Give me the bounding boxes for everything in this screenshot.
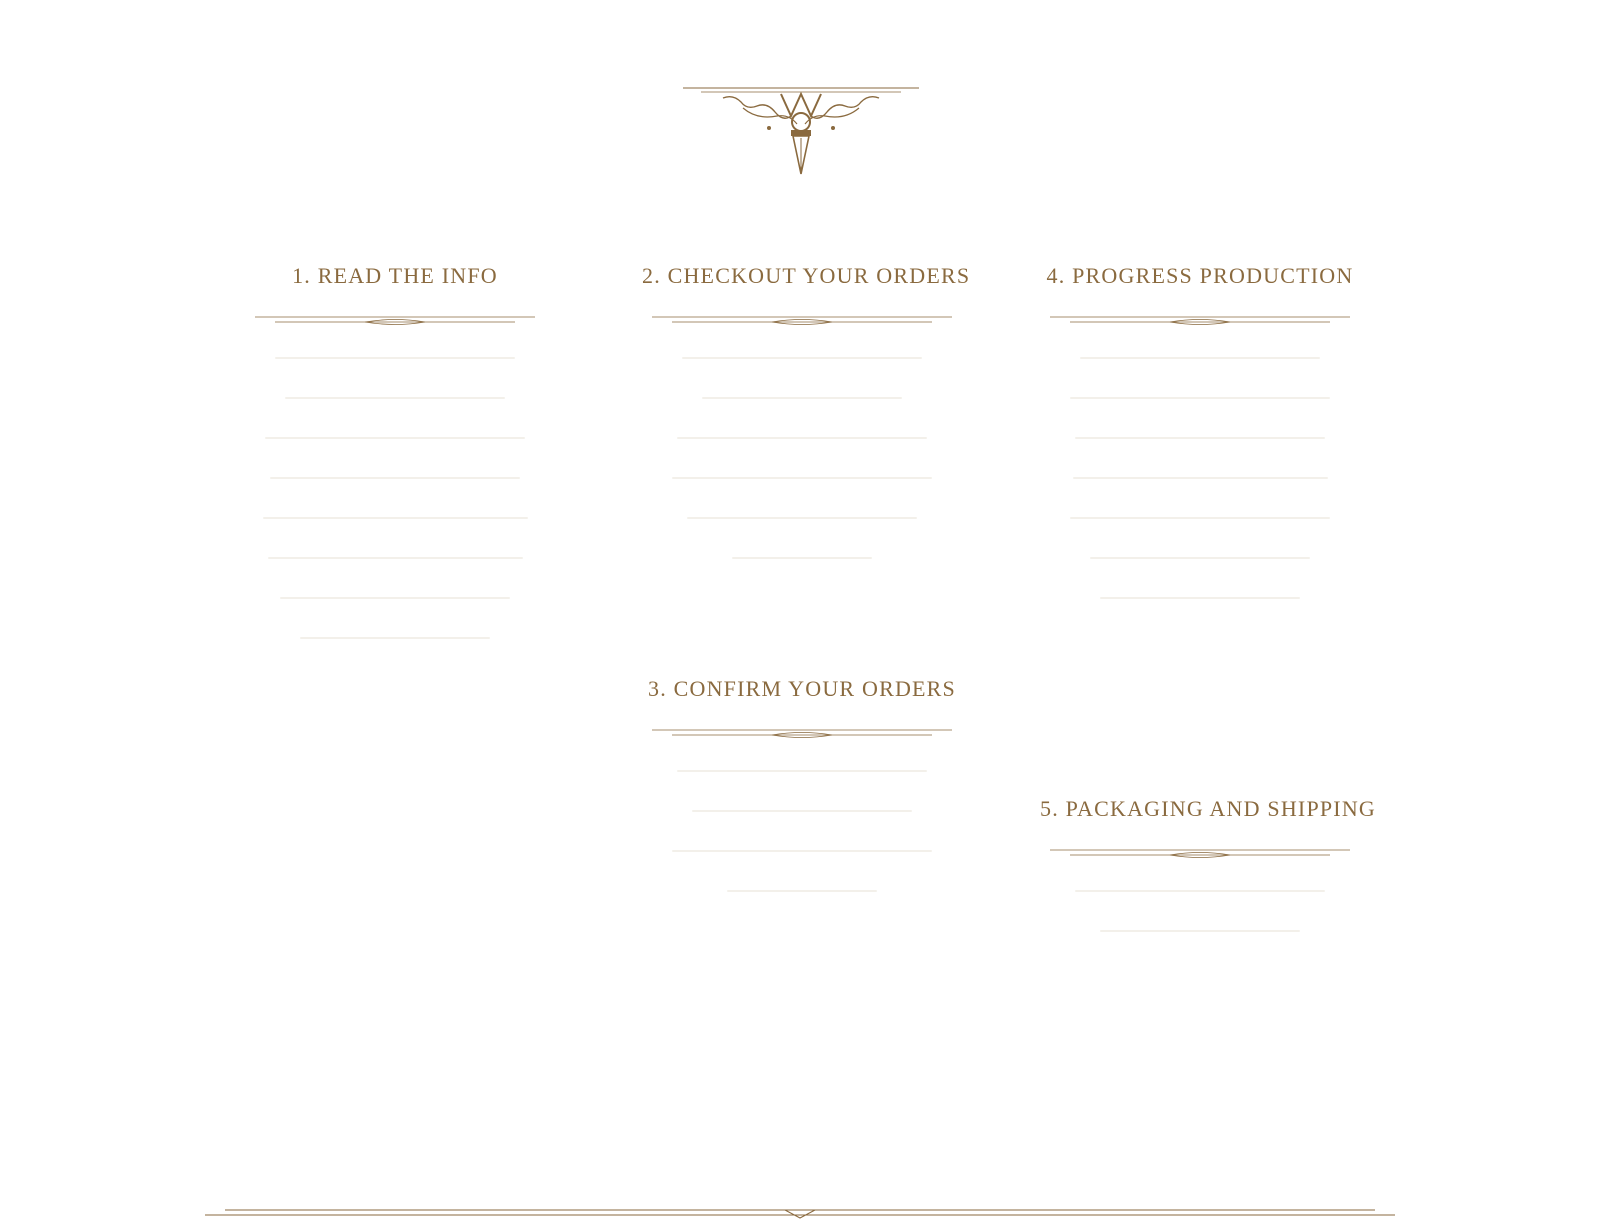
- step-read-the-info: [255, 263, 535, 677]
- step-title: 1. READ THE INFO: [292, 263, 498, 288]
- step-body-faint: [255, 357, 535, 639]
- ornamental-divider-icon: [652, 313, 952, 327]
- step-title: 2. CHECKOUT YOUR ORDERS: [642, 263, 971, 288]
- ornamental-divider-icon: [652, 726, 952, 740]
- step-body-faint: [642, 770, 962, 892]
- step-title: 4. PROGRESS PRODUCTION: [1046, 263, 1354, 288]
- step-body-faint: [1040, 357, 1360, 599]
- footer-divider-icon: [205, 1208, 1395, 1220]
- ornamental-divider-icon: [255, 313, 535, 327]
- step-body-faint: [1040, 890, 1360, 932]
- step-packaging-and-shipping: [1040, 796, 1377, 970]
- step-confirm-your-orders: [642, 676, 962, 930]
- step-title: 5. PACKAGING AND SHIPPING: [1040, 796, 1377, 821]
- step-progress-production: [1040, 263, 1360, 637]
- ornamental-divider-icon: [1050, 313, 1350, 327]
- sword-crest-ornament-icon: [683, 78, 919, 178]
- step-checkout-your-orders: [642, 263, 971, 597]
- step-body-faint: [642, 357, 962, 559]
- ornamental-divider-icon: [1050, 846, 1350, 860]
- step-title: 3. CONFIRM YOUR ORDERS: [648, 676, 956, 701]
